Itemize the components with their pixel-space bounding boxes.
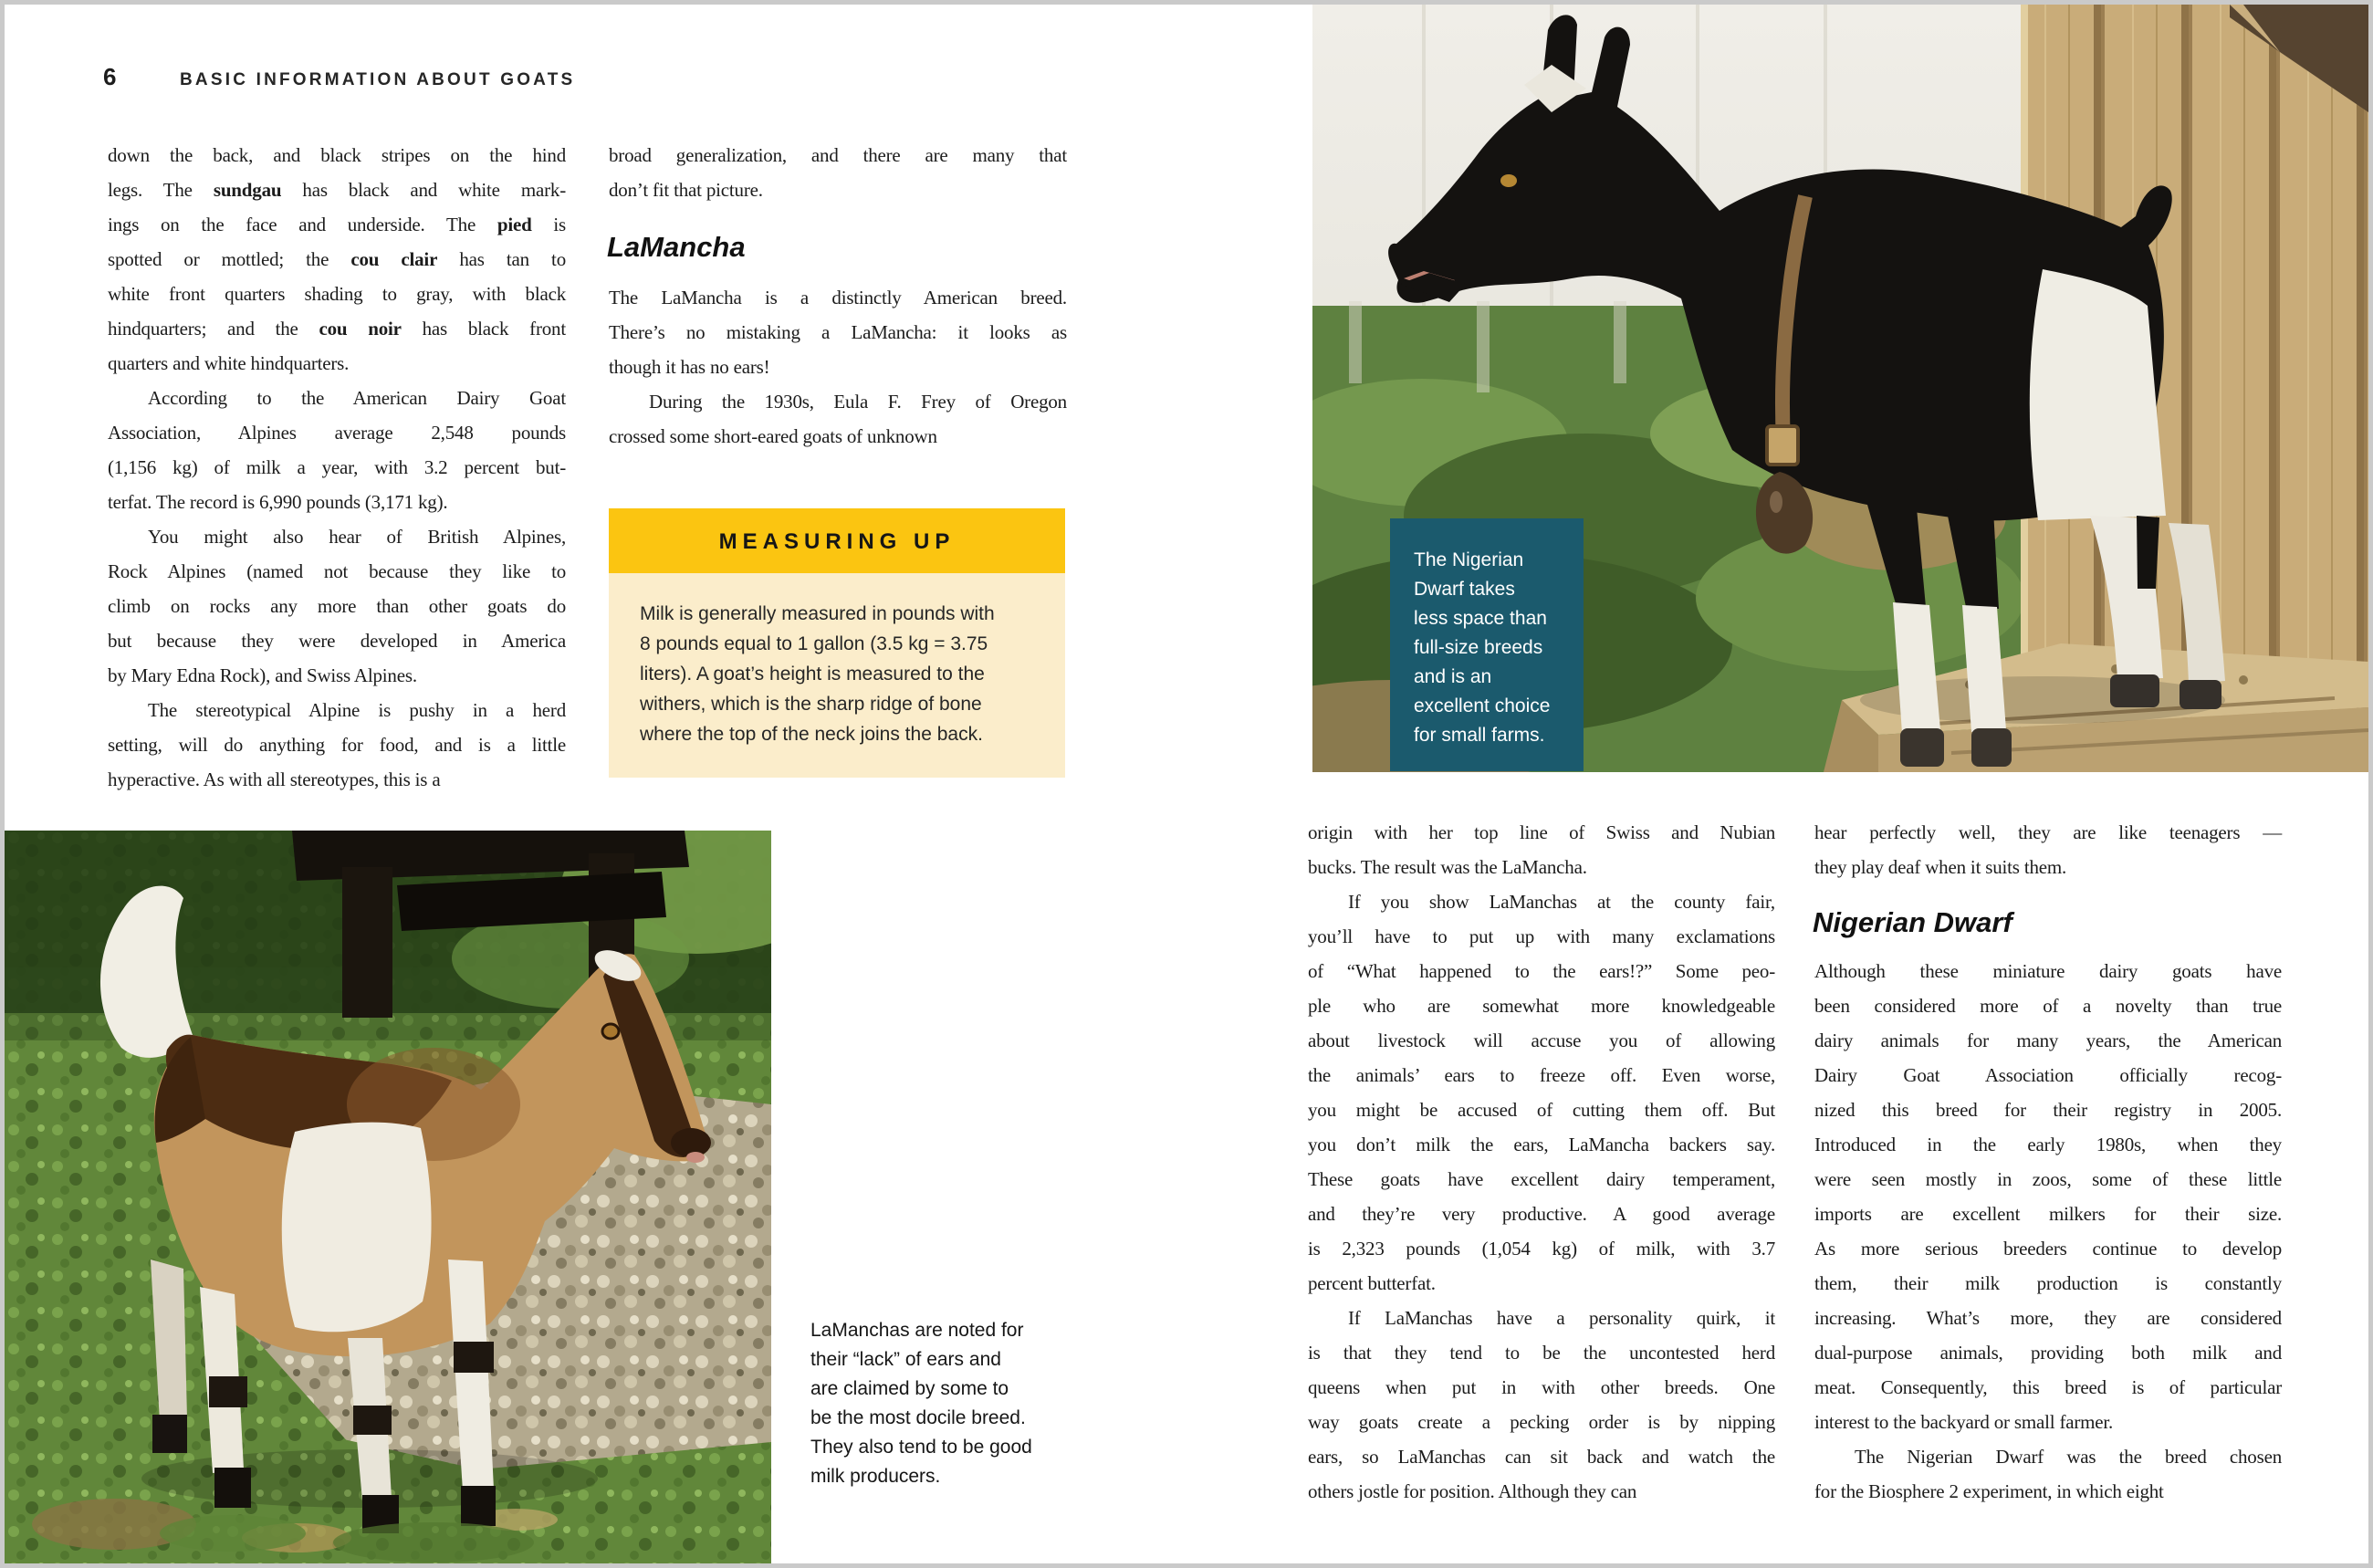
sidebar-body-text: Milk is generally measured in pounds with 8 pounds equal to 1 gallon (3.5 kg = 3.75 liters). A goat’s height is measured to the withers, which is the sharp ridge of bone where the top of the neck joins the back. <box>609 573 1065 778</box>
lamancha-goat-photo <box>5 831 771 1563</box>
paragraph: The stereotypical Alpine is pushy in a herd setting, will do anything for food, and is a little hyperactive. As with all stereotypes, this is a <box>108 699 566 790</box>
paragraph: Although these miniature dairy goats have been considered more of a novelty than true dairy animals for many years, the American Dairy Goat Association officially recog- nized this breed for their registry in 2005. Introduced in the early 1980s, when they were seen mostly in zoos, some of these little imports are excellent milkers for their size. As more serious breeders continue to develop them, their milk production is constantly increasing. What’s more, they are considered dual-purpose animals, providing both milk and meat. Consequently, this breed is of particular interest to the backyard or small farmer. <box>1814 960 2282 1433</box>
paragraph: During the 1930s, Eula F. Frey of Oregon crossed some short-eared goats of unknown <box>609 391 1067 447</box>
lamancha-goat-illustration <box>5 831 771 1563</box>
nigerian-dwarf-goat-photo <box>1312 5 2368 772</box>
paragraph: According to the American Dairy Goat Association, Alpines average 2,548 pounds (1,156 kg) of milk a year, with 3.2 percent but- terfat. The record is 6,990 pounds (3,171 kg). <box>108 387 566 513</box>
paragraph: broad generalization, and there are many that don’t fit that picture. <box>609 144 1067 201</box>
paragraph: If LaManchas have a personality quirk, it is that they tend to be the uncontested herd queens when put in with other breeds. One way goats create a pecking order is by nipping ears, so LaManchas can sit back and watch the others jostle for position. Although they can <box>1308 1307 1775 1502</box>
paragraph: The Nigerian Dwarf was the breed chosen for the Biosphere 2 experiment, in which eight <box>1814 1446 2282 1502</box>
lamancha-photo-caption: LaManchas are noted for their “lack” of ears and are claimed by some to be the most docile breed. They also tend to be good milk producers. <box>810 1320 1032 1487</box>
paragraph: The LaMancha is a distinctly American breed. There’s no mistaking a LaMancha: it looks as though it has no ears! <box>609 287 1067 378</box>
paragraph: down the back, and black stripes on the hind legs. The sundgau has black and white mark- ings on the face and underside. The pied is spotted or mottled; the cou clair has tan to white front quarters shading to gray, with black hindquarters; and the cou noir has black front quarters and white hindquarters. <box>108 144 566 374</box>
nigerian-dwarf-photo-caption: The Nigerian Dwarf takes less space than full-size breeds and is an excellent choice for small farms. <box>1390 518 1584 771</box>
paragraph: You might also hear of British Alpines, Rock Alpines (named not because they like to climb on rocks any more than other goats do but because they were developed in America by Mary Edna Rock), and Swiss Alpines. <box>108 526 566 686</box>
measuring-up-sidebar <box>609 508 1065 778</box>
page-number: 6 <box>103 63 117 90</box>
right-page-column-1 <box>1308 815 1775 1509</box>
sidebar-title: MEASURING UP <box>609 508 1065 573</box>
right-page-column-2 <box>1814 815 2282 1509</box>
left-page-column-1 <box>108 138 566 797</box>
paragraph: origin with her top line of Swiss and Nubian bucks. The result was the LaMancha. <box>1308 821 1775 878</box>
section-heading-lamancha: LaMancha <box>607 231 746 263</box>
paragraph: If you show LaManchas at the county fair, you’ll have to put up with many exclamations of “What happened to the ears!?” Some peo- ple who are somewhat more knowledgeable about livestock will accuse you of allowing the animals’ ears to freeze off. Even worse, you might be accused of cutting them off. But you don’t milk the ears, LaMancha backers say. These goats have excellent dairy temperament, and they’re very productive. A good average is 2,323 pounds (1,054 kg) of milk, with 3.7 percent butterfat. <box>1308 891 1775 1294</box>
paragraph: hear perfectly well, they are like teenagers — they play deaf when it suits them. <box>1814 821 2282 878</box>
running-head: BASIC INFORMATION ABOUT GOATS <box>180 70 576 89</box>
section-heading-nigerian-dwarf: Nigerian Dwarf <box>1813 906 2012 938</box>
left-page-column-2 <box>609 138 1067 454</box>
